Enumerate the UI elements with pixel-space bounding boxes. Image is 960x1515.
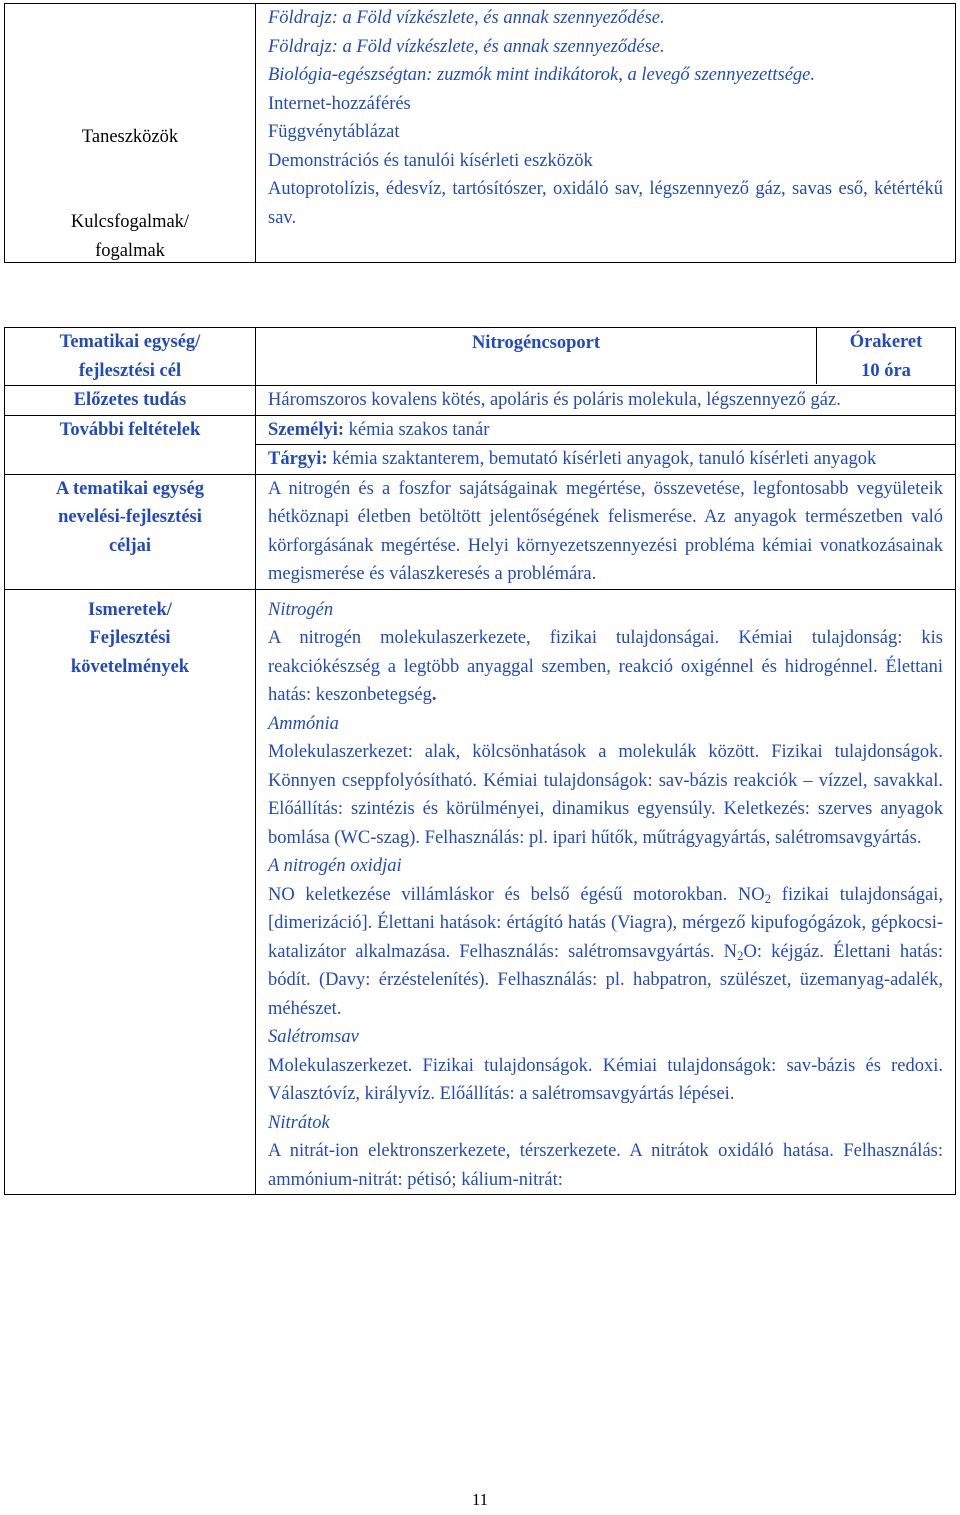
tool-item: Függvénytáblázat (268, 122, 400, 142)
tools-label: Taneszközök (81, 127, 179, 147)
resources-content-cell (256, 4, 956, 263)
topic-title: Nitrogéncsoport (256, 328, 817, 384)
section-title-nitrogen: Nitrogén (268, 599, 334, 620)
unit-label-cell: Tematikai egység/ fejlesztési cél (5, 328, 256, 386)
hours-label: Órakeret (849, 332, 923, 352)
conditions-cell (256, 415, 956, 474)
material-condition: Tárgyi: kémia szaktanterem, bemutató kísérleti anyagok, tanuló kísérleti anyagok (268, 449, 877, 469)
hours-box (817, 328, 955, 384)
resources-labels-cell (5, 4, 256, 263)
conditions-label: További feltételek (5, 415, 256, 474)
section-text-nitric-acid: Molekulaszerkezet. Fizikai tulajdonságok. Kémiai tulajdonságok: sav-bázis és redoxi. Választóvíz, királyvíz. Előállítás: a salétromsavgyártás lépései. (268, 1055, 943, 1104)
resources-table (4, 3, 956, 263)
goals-text: A nitrogén és a foszfor sajátságainak megértése, összevetése, legfontosabb vegyületeik hétköznapi életben betöltött jelentőségének felismerése. Az anyagok természetben való körforgásának megértése. Helyi környezetszennyezési probléma kémiai vonatkozásainak megismerése és válaszkeresés a problémára. (256, 474, 956, 589)
section-text-nitrogen: A nitrogén molekulaszerkezete, fizikai tulajdonságai. Kémiai tulajdonság: kis reakciókészség a legtöbb anyaggal szemben, reakció oxigénnel és hidrogénnel. Élettani hatás: keszonbetegség. (268, 628, 943, 705)
section-title-oxides: A nitrogén oxidjai (268, 856, 402, 876)
connection-item: Biológia-egészségtan: zuzmók mint indikátorok, a levegő szennyezettsége. (268, 65, 816, 85)
goals-label: A tematikai egység nevelési-fejlesztési céljai (5, 474, 256, 589)
key-concepts-text: Autoprotolízis, édesvíz, tartósítószer, oxidáló sav, légszennyező gáz, savas eső, kétértékű sav. (268, 179, 943, 228)
unit-header-cell (256, 328, 956, 386)
section-title-nitric-acid: Salétromsav (268, 1027, 359, 1047)
tool-item: Internet-hozzáférés (268, 93, 411, 114)
personal-condition: Személyi: kémia szakos tanár (268, 419, 490, 440)
section-text-nitrates: A nitrát-ion elektronszerkezete, térszerkezete. A nitrátok oxidáló hatása. Felhasználás: ammónium-nitrát: pétisó; kálium-nitrát: (268, 1141, 943, 1190)
prior-knowledge-text: Háromszoros kovalens kötés, apoláris és poláris molekula, légszennyező gáz. (256, 386, 956, 416)
section-text-ammonia: Molekulaszerkezet: alak, kölcsönhatások a molekulák között. Fizikai tulajdonságok. Könnyen cseppfolyósítható. Kémiai tulajdonságok: sav-bázis reakciók – vízzel, savakkal. Előállítás: szintézis és körülményei, dinamikus egyensúly. Keletkezés: szerves anyagok bomlása (WC-szag). Felhasználás: pl. ipari hűtők, műtrágyagyártás, salétromsavgyártás. (268, 742, 943, 848)
hours-value: 10 óra (861, 360, 911, 381)
section-title-ammonia: Ammónia (268, 713, 339, 734)
requirements-cell (256, 589, 956, 1195)
key-concepts-label: Kulcsfogalmak/ fogalmak (70, 212, 190, 261)
unit-table (4, 327, 956, 1195)
prior-knowledge-label: Előzetes tudás (5, 386, 256, 416)
page-number: 11 (471, 1490, 489, 1509)
section-text-oxides: NO keletkezése villámláskor és belső égésű motorokban. $NO_2$ fizikai tulajdonságai, [dimerizáció]. Élettani hatások: értágító hatás (Viagra), mérgező kipufogógázok, gépkocsi-katalizátor alkalmazása. Felhasználás: salétromsavgyártás. $N_2O$: kéjgáz. Élettani hatás: bódít. (Davy: érzéstelenítés). Felhasználás: pl. habpatron, szülészet, üzemanyag-adalék, méhészet. (268, 884, 943, 1019)
section-title-nitrates: Nitrátok (268, 1112, 330, 1133)
requirements-label: Ismeretek/ Fejlesztési követelmények (5, 589, 256, 1195)
connection-item: Földrajz: a Föld vízkészlete, és annak szennyeződése. (268, 8, 665, 28)
tool-item: Demonstrációs és tanulói kísérleti eszközök (268, 150, 593, 171)
connection-item: Földrajz: a Föld vízkészlete, és annak szennyeződése. (268, 36, 665, 57)
